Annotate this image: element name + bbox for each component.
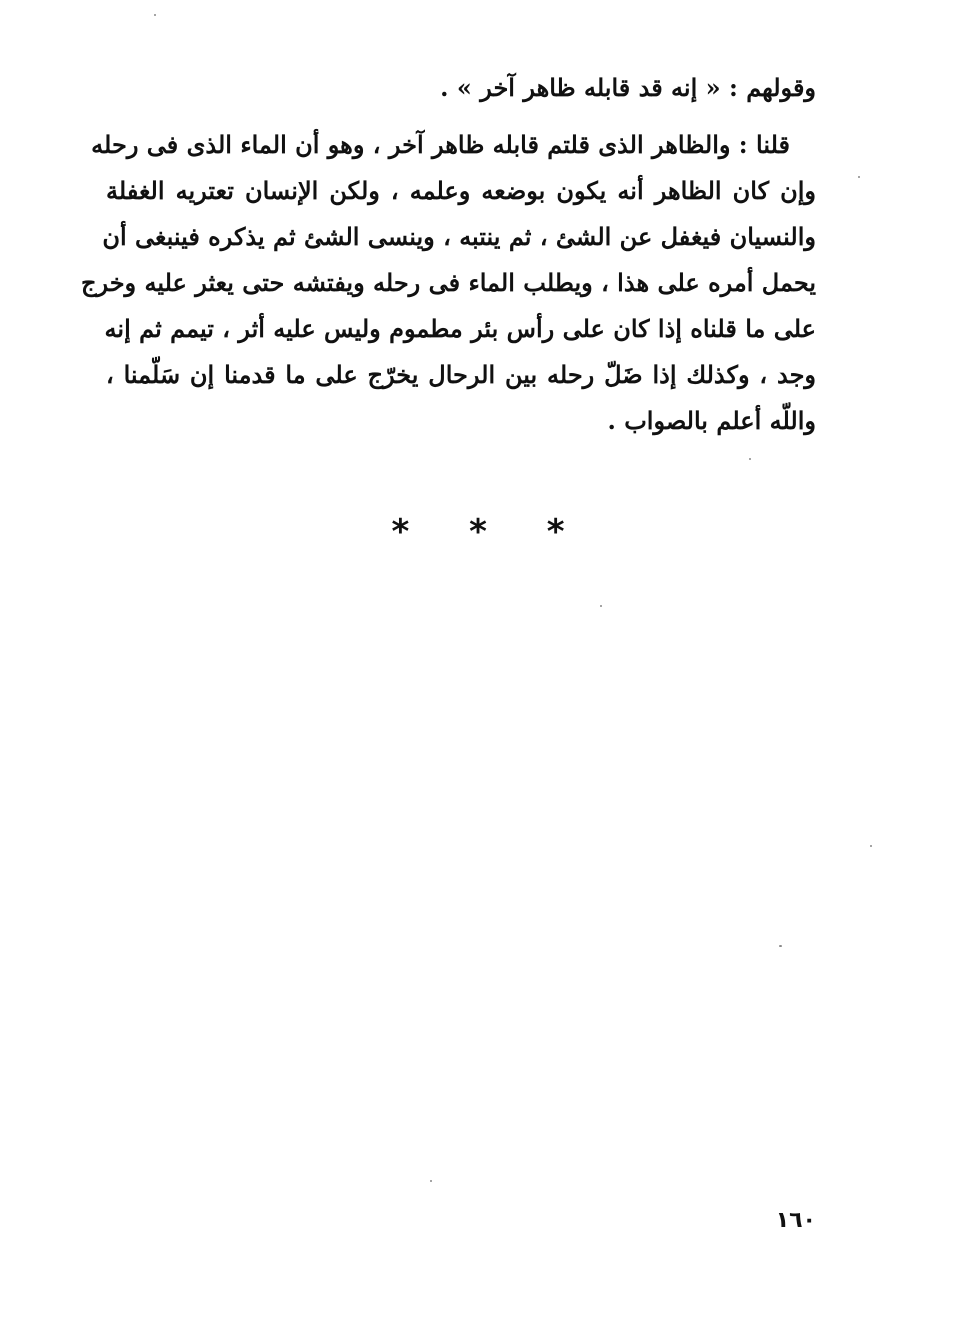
scan-speck — [858, 176, 860, 178]
scan-speck — [154, 14, 156, 16]
scan-speck — [430, 1180, 432, 1182]
section-separator — [0, 512, 956, 552]
page-number: ١٦٠ — [775, 1208, 816, 1233]
paragraph-line: يحمل أمره على هذا ، ويطلب الماء فى رحله ويفتشه حتى يعثر عليه وخرج — [80, 268, 816, 297]
paragraph-line: على ما قلناه إذا كان على رأس بئر مطموم وليس عليه أثر ، تيمم ثم إنه — [104, 314, 816, 343]
scan-speck — [870, 845, 872, 847]
scan-speck — [749, 458, 751, 460]
paragraph-line: واللّه أعلم بالصواب . — [607, 406, 816, 435]
scan-speck — [779, 945, 782, 947]
paragraph-line: والنسيان فيغفل عن الشئ ، ثم ينتبه ، وينسى الشئ ثم يذكره فينبغى أن — [102, 222, 816, 251]
asterisk-icon: * — [546, 512, 565, 552]
intro-line: وقولهم : « إنه قد قابله ظاهر آخر » . — [440, 73, 816, 102]
paragraph-line: وجد ، وكذلك إذا ضَلّ رحله بين الرحال يخرّج على ما قدمنا إن سَلّمنا ، — [106, 360, 817, 389]
intro-text — [106, 65, 816, 111]
scan-speck — [600, 605, 602, 607]
paragraph-line: قلنا : والظاهر الذى قلتم قابله ظاهر آخر ، وهو أن الماء الذى فى رحله — [91, 130, 790, 159]
body-paragraph — [80, 122, 817, 444]
asterisk-icon: * — [391, 512, 410, 552]
asterisk-icon: * — [469, 512, 487, 552]
paragraph-line: وإن كان الظاهر أنه يكون بوضعه وعلمه ، ولكن الإنسان تعتريه الغفلة — [106, 176, 816, 205]
